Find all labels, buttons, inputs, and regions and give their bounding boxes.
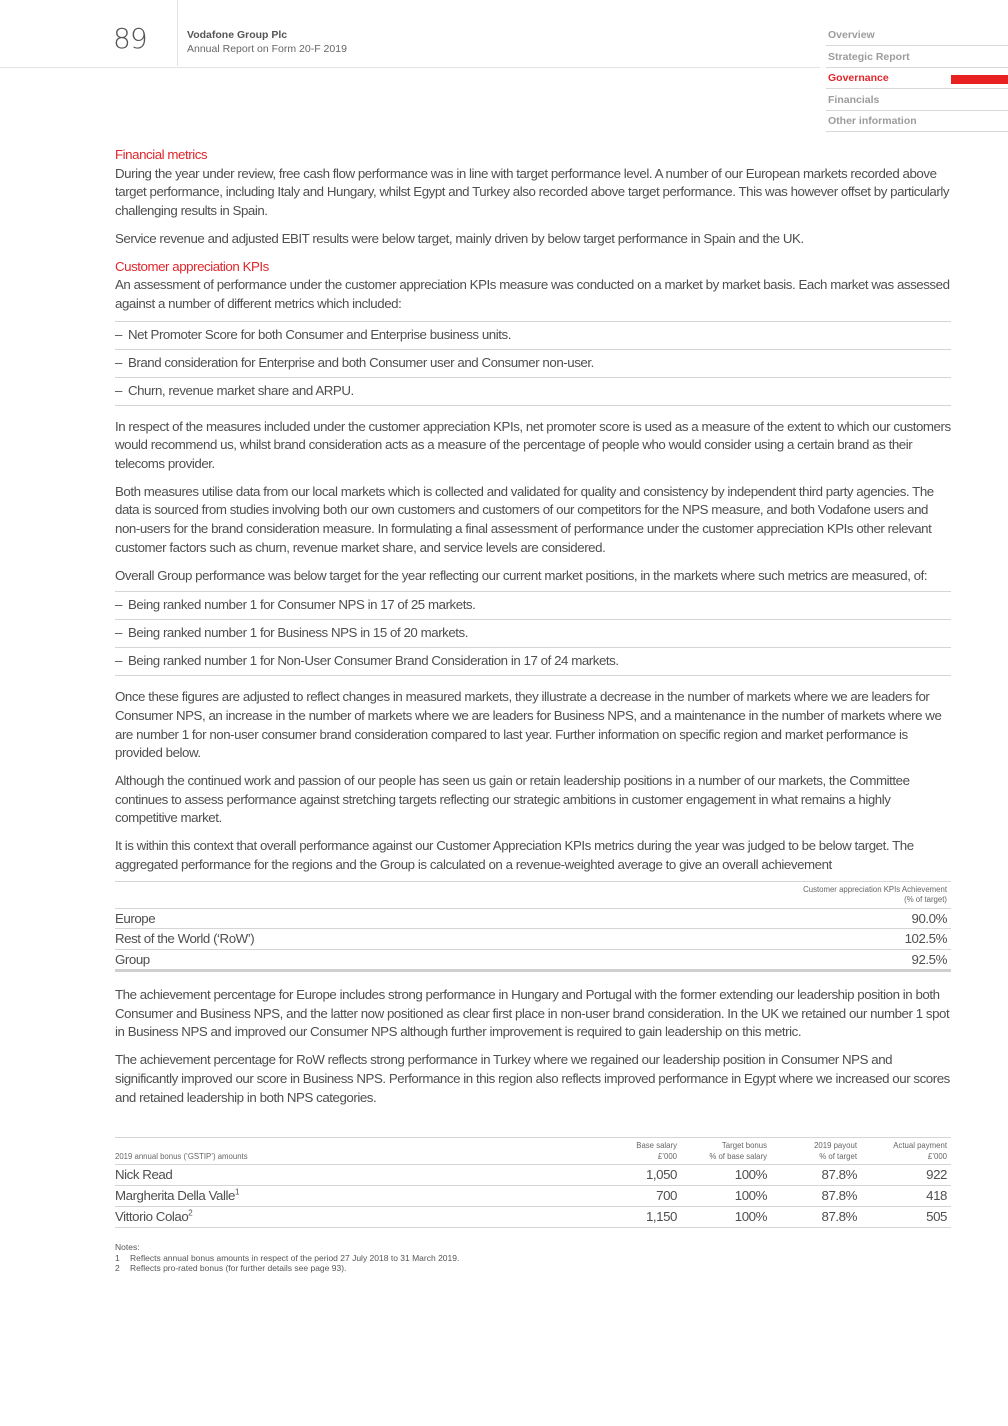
list-item: – Brand consideration for Enterprise and both Consumer user and Consumer non-user. xyxy=(115,350,951,378)
actual-payment-cell: 922 xyxy=(861,1165,951,1186)
name-cell: Vittorio Colao$^2$ xyxy=(115,1207,587,1228)
paragraph: Although the continued work and passion of our people has seen us gain or retain leadership positions in a number of our markets, the Committee continues to assess performance against stretching targets reflecting our strategic ambitions in customer engagement in what remains a highly competitive market. xyxy=(115,773,910,826)
paragraph: Overall Group performance was below target for the year reflecting our current market positions, in the markets where such metrics are measured, of: xyxy=(115,567,928,583)
table-row xyxy=(115,908,951,929)
main-content xyxy=(115,146,951,1274)
customer-kpis-heading: Customer appreciation KPIs xyxy=(115,258,269,274)
list-item: – Churn, revenue market share and ARPU. xyxy=(115,378,951,406)
active-section-indicator xyxy=(951,75,1008,84)
nav-item-other-information[interactable]: Other information xyxy=(826,111,1008,132)
metrics-list xyxy=(115,321,951,406)
name-cell: Nick Read xyxy=(115,1165,587,1186)
base-salary-cell: 1,150 xyxy=(587,1207,681,1228)
list-item: – Being ranked number 1 for Business NPS in 15 of 20 markets. xyxy=(115,620,951,648)
nav-item-overview[interactable]: Overview xyxy=(826,25,1008,46)
base-salary-cell: 700 xyxy=(587,1186,681,1207)
page-header xyxy=(0,0,820,68)
table-row xyxy=(115,1165,951,1186)
financial-metrics-heading: Financial metrics xyxy=(115,147,208,162)
value-cell: 102.5% xyxy=(520,929,951,950)
target-bonus-cell: 100% xyxy=(681,1186,771,1207)
nav-item-strategic-report[interactable]: Strategic Report xyxy=(826,47,1008,68)
table-row xyxy=(115,949,951,971)
rankings-list xyxy=(115,591,951,676)
list-item: – Being ranked number 1 for Non-User Consumer Brand Consideration in 17 of 24 markets. xyxy=(115,648,951,676)
footnotes xyxy=(115,1242,951,1274)
report-title: Annual Report on Form 20-F 2019 xyxy=(187,43,347,55)
column-header-base-salary: Base salary £’000 xyxy=(636,1141,677,1162)
paragraph: It is within this context that overall performance against our Customer Appreciation KPIs metrics during the year was judged to be below target. The aggregated performance for the regions and the Group is calculated on a revenue-weighted average to give an overall achievement xyxy=(115,838,914,872)
name-cell: Margherita Della Valle$^1$ xyxy=(115,1186,587,1207)
actual-payment-cell: 418 xyxy=(861,1186,951,1207)
kpi-achievement-table xyxy=(115,881,951,973)
region-cell: Rest of the World (‘RoW’) xyxy=(115,929,520,950)
footnote: 1 Reflects annual bonus amounts in respect of the period 27 July 2018 to 31 March 2019. xyxy=(115,1252,460,1263)
target-bonus-cell: 100% xyxy=(681,1207,771,1228)
list-item: – Net Promoter Score for both Consumer and Enterprise business units. xyxy=(115,322,951,350)
payout-cell: 87.8% xyxy=(771,1165,861,1186)
annual-bonus-table xyxy=(115,1137,951,1228)
section-nav xyxy=(826,25,1008,133)
paragraph: The achievement percentage for RoW reflects strong performance in Turkey where we regained our leadership position in Consumer NPS and significantly improved our score in Business NPS. Performance in this region also reflects improved performance in Egypt where we increased our scores and retained leadership in both NPS categories. xyxy=(115,1052,950,1105)
paragraph: Service revenue and adjusted EBIT results were below target, mainly driven by below target performance in Spain and the UK. xyxy=(115,230,804,246)
column-header-actual-payment: Actual payment £’000 xyxy=(893,1141,947,1162)
bonus-table-caption: 2019 annual bonus (‘GSTIP’) amounts xyxy=(115,1152,248,1162)
list-item: – Being ranked number 1 for Consumer NPS in 17 of 25 markets. xyxy=(115,592,951,620)
column-header-payout: 2019 payout % of target xyxy=(814,1141,857,1162)
nav-item-financials[interactable]: Financials xyxy=(826,90,1008,111)
value-cell: 92.5% xyxy=(520,949,951,971)
table-row xyxy=(115,1186,951,1207)
paragraph: Both measures utilise data from our local markets which is collected and validated for quality and consistency by independent third party agencies. The data is sourced from studies involving both our own customers and customers of our competitors for the NPS measure, and both Vodafone users and non-users for the brand consideration measure. In formulating a final assessment of performance under the customer appreciation KPIs other relevant customer factors such as churn, revenue market share, and service levels are considered. xyxy=(115,483,934,555)
header-divider xyxy=(177,0,178,66)
value-cell: 90.0% xyxy=(520,908,951,929)
payout-cell: 87.8% xyxy=(771,1186,861,1207)
nav-item-governance-label: Governance xyxy=(828,72,889,84)
paragraph: The achievement percentage for Europe includes strong performance in Hungary and Portugal with the former extending our leadership position in both Consumer and Business NPS, and the latter now positioned as clear first place in non-user brand consideration. In the UK we retained our number 1 spot in Business NPS and improved our Consumer NPS although further improvement is required to gain leadership on this metric. xyxy=(115,987,950,1040)
table-row xyxy=(115,1207,951,1228)
company-name: Vodafone Group Plc xyxy=(187,29,288,41)
region-cell: Europe xyxy=(115,908,520,929)
target-bonus-cell: 100% xyxy=(681,1165,771,1186)
paragraph: In respect of the measures included under the customer appreciation KPIs, net promoter score is used as a measure of the extent to which our customers would recommend us, whilst brand consideration acts as a measure of the percentage of people who would consider using a certain brand as their telecoms provider. xyxy=(115,418,951,472)
paragraph: Once these figures are adjusted to reflect changes in measured markets, they illustrate a decrease in the number of markets where we are leaders for Consumer NPS, an increase in the number of markets where we are leaders for Business NPS, and a maintenance in the number of markets where we are number 1 for non-user consumer brand consideration compared to last year. Further information on specific region and market performance is provided below. xyxy=(115,689,942,761)
notes-title: Notes: xyxy=(115,1242,140,1253)
kpi-column-header: Customer appreciation KPIs Achievement (% of target) xyxy=(803,884,947,904)
paragraph: An assessment of performance under the customer appreciation KPIs measure was conducted on a market by market basis. Each market was assessed against a number of different metrics which included: xyxy=(115,277,950,311)
footnote: 2 Reflects pro-rated bonus (for further details see page 93). xyxy=(115,1263,347,1274)
base-salary-cell: 1,050 xyxy=(587,1165,681,1186)
region-cell: Group xyxy=(115,949,520,971)
page-number: 89 xyxy=(113,22,147,55)
nav-item-governance[interactable] xyxy=(826,68,1008,89)
payout-cell: 87.8% xyxy=(771,1207,861,1228)
table-row xyxy=(115,929,951,950)
actual-payment-cell: 505 xyxy=(861,1207,951,1228)
paragraph: During the year under review, free cash flow performance was in line with target performance level. A number of our European markets recorded above target performance, including Italy and Hungary, whilst Egypt and Turkey also recorded above target performance. This was however offset by particularly challenging results in Spain. xyxy=(115,165,950,219)
column-header-target-bonus: Target bonus % of base salary xyxy=(709,1141,767,1162)
